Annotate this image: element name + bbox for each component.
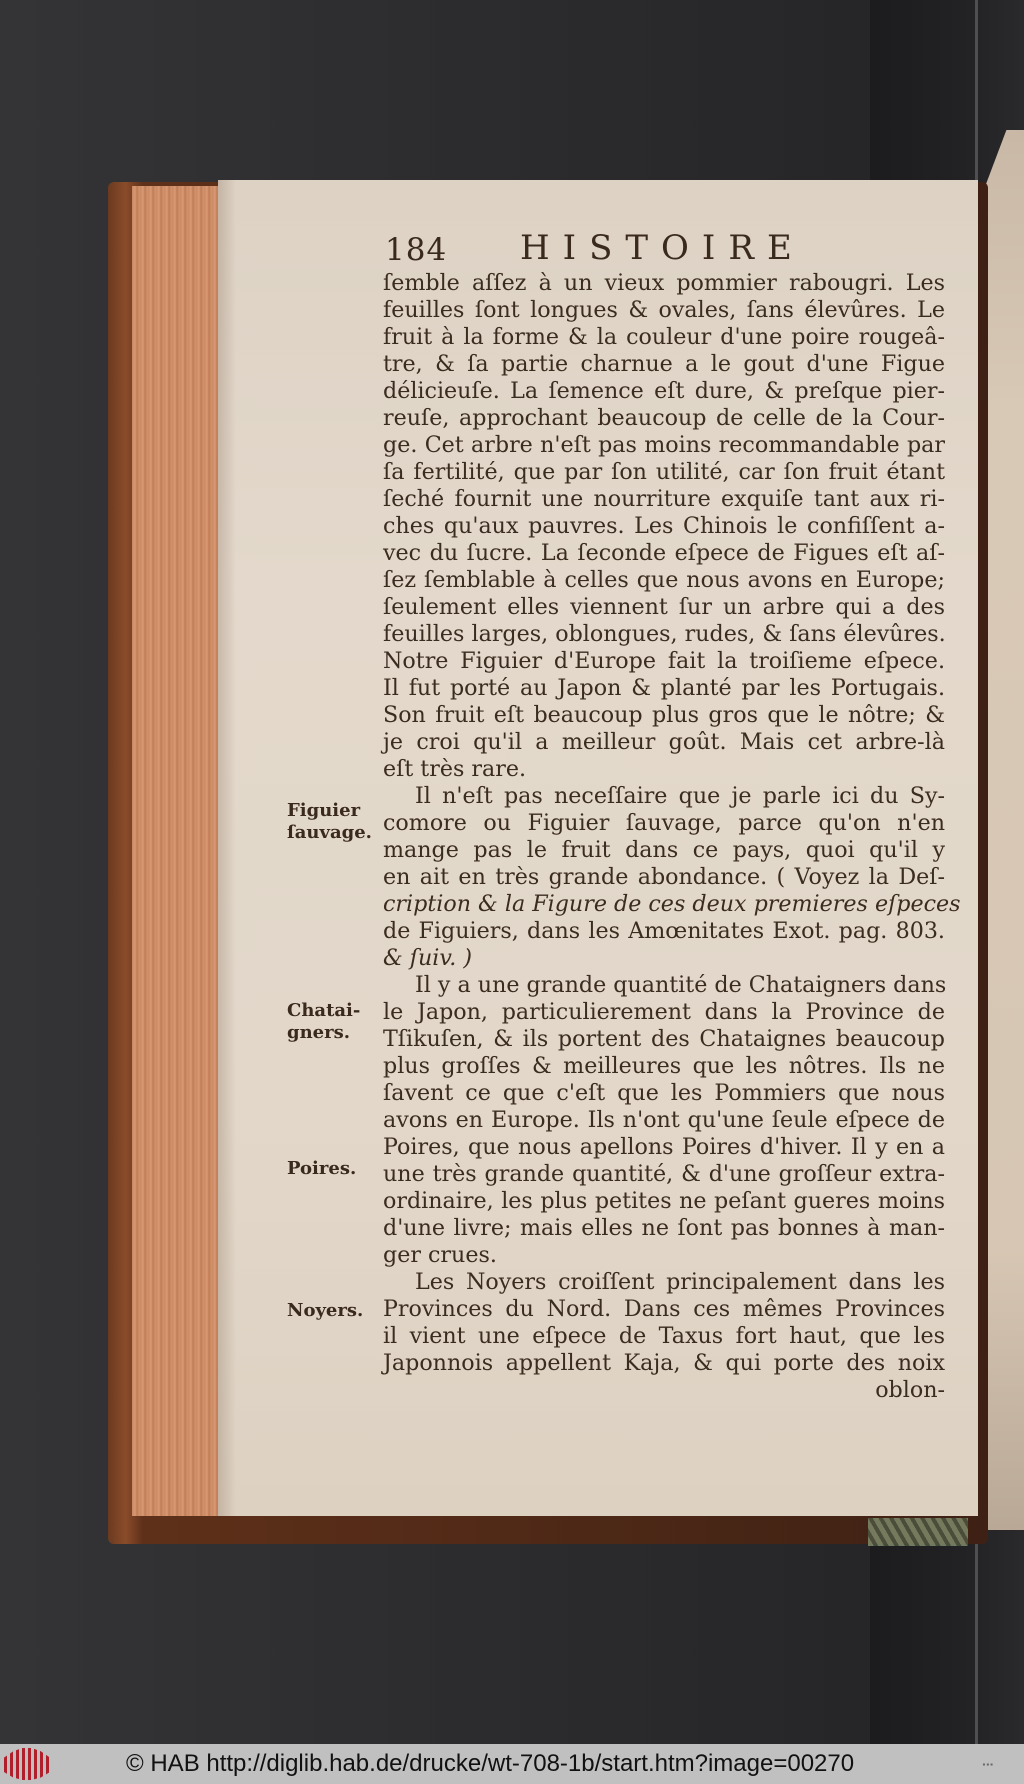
text-line: le Japon, particulierement dans la Province de [383,999,945,1025]
text-line: mange pas le fruit dans ce pays, quoi qu'il y [383,837,945,863]
page-edges [132,186,220,1516]
text-line: Son fruit eſt beaucoup plus gros que le nôtre; & [383,702,945,728]
text-line: Il fut porté au Japon & planté par les Portugais. [383,675,945,701]
margin-note [287,1300,377,1322]
text-line: ches qu'aux pauvres. Les Chinois le confiſſent a- [383,513,945,539]
text-line: ſemble aſſez à un vieux pommier rabougri. Les [383,270,945,296]
text-line: oblon- [875,1377,945,1403]
running-title: HISTOIRE [520,228,805,268]
text-line: vec du ſucre. La ſeconde eſpece de Figues eſt aſ- [383,540,945,566]
text-line: Provinces du Nord. Dans ces mêmes Provinces [383,1296,945,1322]
text-line: feuilles larges, oblongues, rudes, & ſans élevûres. [383,621,946,647]
page-number: 184 [385,232,448,268]
text-line: ſez ſemblable à celles que nous avons en Europe; [383,567,945,593]
text-line: plus groſſes & meilleures que les nôtres. Ils ne [383,1053,945,1079]
text-line: Notre Figuier d'Europe fait la troiſieme eſpece. [383,648,945,674]
text-line: Poires, que nous apellons Poires d'hiver. Il y en a [383,1134,945,1160]
text-line: feuilles ſont longues & ovales, ſans élevûres. Le [383,297,945,323]
text-line: Les Noyers croiſſent principalement dans les [415,1269,945,1295]
text-line: ſeulement elles viennent ſur un arbre qui a des [383,594,945,620]
text-line: eſt très rare. [383,756,527,782]
text-line: il vient une eſpece de Taxus fort haut, que les [383,1323,945,1349]
margin-note-line: Noyers. [287,1300,364,1321]
margin-note [287,1158,377,1180]
text-line: Il y a une grande quantité de Chataigners dans [415,972,947,998]
text-line: & ſuiv. ) [383,945,473,971]
text-line: de Figuiers, dans les Amœnitates Exot. pag. 803. [383,918,945,944]
margin-note-line: Poires. [287,1158,357,1179]
text-line: Tſikuſen, & ils portent des Chataignes beaucoup [383,1026,945,1052]
page-header [385,228,945,268]
text-line: je croi qu'il a meilleur goût. Mais cet arbre-là [383,729,945,755]
margin-note-line: Figuier [287,800,361,821]
text-line: d'une livre; mais elles ne ſont pas bonnes à man- [383,1215,945,1241]
text-line: cription & la Figure de ces deux premieres eſpeces [383,891,961,917]
text-line: avons en Europe. Ils n'ont qu'une ſeule eſpece de [383,1107,945,1133]
footer-permalink[interactable]: © HAB http://diglib.hab.de/drucke/wt-708-1b/start.htm?image=00270 [126,1750,855,1777]
margin-note [287,800,377,844]
text-line: Japonnois appellent Kaja, & qui porte des noix [383,1350,945,1376]
text-line: ordinaire, les plus petites ne peſant gueres moins [383,1188,945,1214]
text-line: une très grande quantité, & d'une groſſeur extra- [383,1161,945,1187]
margin-note [287,1000,377,1044]
text-line: ſa fertilité, que par ſon utilité, car ſon fruit étant [383,459,945,485]
footer-menu-icon[interactable]: ▪▪▪ [982,1760,994,1769]
text-line: ger crues. [383,1242,497,1268]
body-text [383,270,961,1404]
margin-note-line: Chatai- [287,1000,361,1021]
text-line: ge. Cet arbre n'eſt pas moins recommandable par [383,432,945,458]
text-line: fruit à la forme & la couleur d'une poire rougeâ- [383,324,945,350]
margin-note-line: ſauvage. [287,822,372,843]
text-line: comore ou Figuier ſauvage, parce qu'on n'en [383,810,945,836]
text-line: en ait en très grande abondance. ( Voyez la Deſ- [383,864,945,890]
page-gutter-shadow [218,180,236,1516]
text-line: ſeché fournit une nourriture exquiſe tant aux ri- [383,486,945,512]
bookmark-ribbon [868,1518,968,1546]
text-line: délicieuſe. La ſemence eſt dure, & preſque pier- [383,378,945,404]
footer-bar [0,1744,1024,1784]
margin-note-line: gners. [287,1022,351,1043]
text-line: reuſe, approchant beaucoup de celle de la Cour- [383,405,945,431]
text-line: tre, & ſa partie charnue a le gout d'une Figue [383,351,945,377]
text-line: ſavent ce que c'eſt que les Pommiers que nous [383,1080,945,1106]
hab-logo-icon[interactable] [4,1748,50,1780]
text-line: Il n'eſt pas neceſſaire que je parle ici du Sy- [415,783,945,809]
